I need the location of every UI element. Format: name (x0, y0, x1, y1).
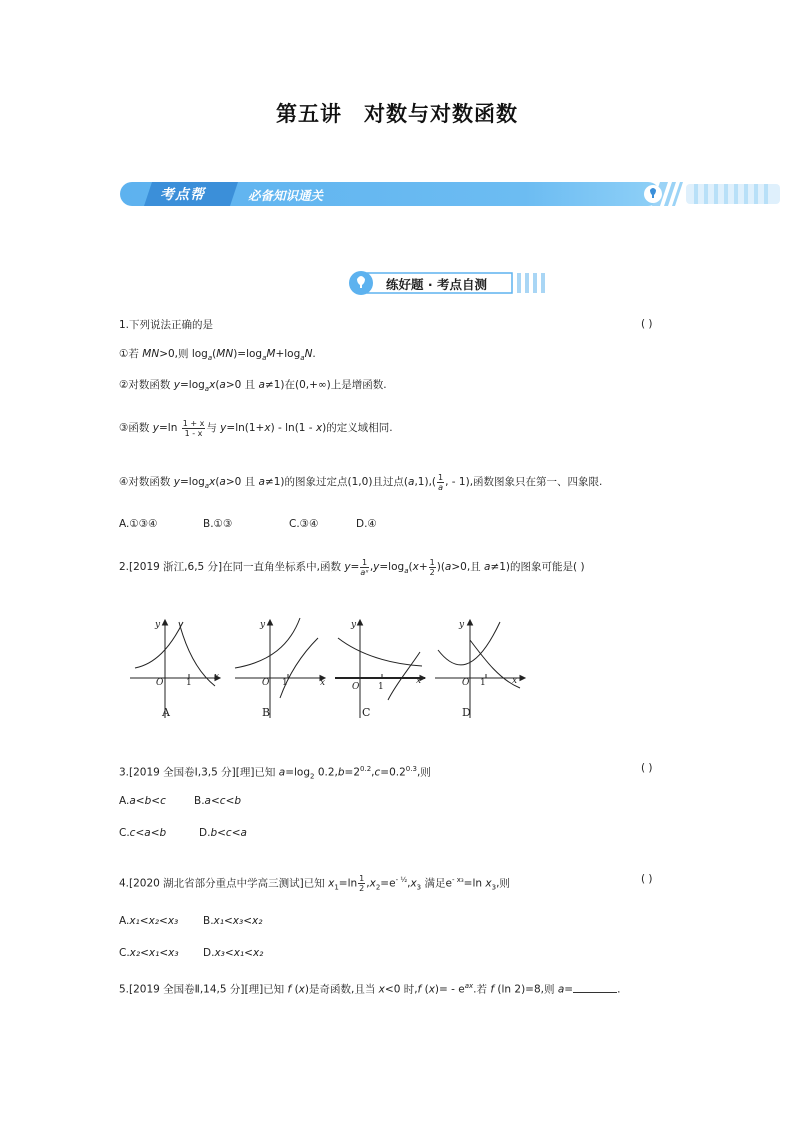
graph-d-y-label: y (459, 620, 465, 630)
graph-c-one: 1 (378, 682, 384, 692)
q3-choice-a[interactable]: A.a<b<c (119, 795, 166, 807)
q1-choice-a[interactable]: A.①③④ (119, 518, 158, 530)
graph-a-one: 1 (186, 678, 192, 688)
q3-choice-b[interactable]: B.a<c<b (194, 795, 242, 807)
q4-answer-paren: ( ) (641, 873, 653, 885)
q1-option-4: ④对数函数 $y=\log_ax(a>0$ 且 a≠1)的图象过定点(1,0)且过点(a,1),( $\frac{1}{a}$ , - 1),函数图象只在第一、四象限. (119, 472, 603, 492)
q5-stem: 5.[2019 全国卷Ⅱ,14,5 分][理]已知 f (x)是奇函数,且当 x<0 时,f $(x)= - e^{ax}$.若 f (ln 2)=8,则 a= . (119, 982, 621, 996)
q2-stem: 2.[2019 浙江,6,5 分]在同一直角坐标系中,函数 y= $\frac{1}{\text{aˣ}}$ $,y=\log_a(x+$ $\frac{1}{2}$ )(a>0,且 a≠1)的图象可能是( ) (119, 557, 585, 577)
graph-d (435, 620, 525, 718)
banner-subtitle: 必备知识通关 (248, 188, 324, 203)
q4-choice-d[interactable]: D.x₃<x₁<x₂ (203, 947, 264, 959)
q4-choice-c[interactable]: C.x₂<x₁<x₃ (119, 947, 179, 959)
graph-a (130, 620, 220, 718)
graph-a-y-label: y (155, 620, 161, 630)
graph-c-y-label: y (351, 620, 357, 630)
page-title: 第五讲 对数与对数函数 (276, 102, 518, 126)
graph-b (235, 618, 325, 718)
q4-choice-b[interactable]: B.x₁<x₃<x₂ (203, 915, 263, 927)
q1-option-3: ③函数 y=ln $\frac{1 + x}{1 - x}$ 与 y=ln(1+x) - ln(1 - x)的定义域相同. (119, 418, 393, 438)
q1-choice-d[interactable]: D.④ (356, 518, 377, 530)
q1-choice-c[interactable]: C.③④ (289, 518, 319, 530)
graph-c-origin: O (352, 682, 360, 692)
graph-d-origin: O (462, 678, 470, 688)
q1-option-2: ②对数函数 $y=\log_ax(a>0$ 且 a≠1)在(0,+∞)上是增函数. (119, 379, 387, 394)
answer-blank[interactable] (573, 982, 617, 993)
graph-c-x-label: x (416, 676, 422, 686)
q3-answer-paren: ( ) (641, 762, 653, 774)
graph-b-origin: O (262, 678, 270, 688)
graph-a-origin: O (156, 678, 164, 688)
q1-choice-b[interactable]: B.①③ (203, 518, 233, 530)
graph-a-label: A (162, 706, 170, 719)
q1-answer-paren: ( ) (641, 318, 653, 330)
graph-c (335, 620, 425, 718)
graph-d-x-label: x (512, 676, 518, 686)
graph-b-y-label: y (260, 620, 266, 630)
fraction: $\frac{1 + x}{1 - x}$ (182, 418, 205, 438)
fraction: $\frac{1}{a}$ (438, 472, 444, 492)
q4-stem: 4.[2020 湖北省部分重点中学高三测试]已知 $x_1=\ln$ $\frac{1}{2}$ $,x_2=e^{- \frac{1}{2}},x_3$ 满足$e^{- x_3}=\ln$ $x_3$,则 (119, 874, 510, 893)
q2-graphs (125, 600, 535, 725)
graph-d-label: D (462, 706, 471, 719)
graph-b-x-label: x (320, 678, 326, 688)
graph-b-label: B (262, 706, 271, 719)
q4-choice-a[interactable]: A.x₁<x₂<x₃ (119, 915, 179, 927)
section-banner (120, 180, 780, 208)
q3-choice-d[interactable]: D.b<c<a (199, 827, 247, 839)
graph-d-one: 1 (480, 678, 486, 688)
graph-b-one: 1 (282, 678, 288, 688)
q3-stem: 3.[2019 全国卷Ⅰ,3,5 分][理]已知 $a=\log_2$ $0.2,b=2^{0.2},c=0.2^{0.3}$,则 (119, 765, 431, 781)
graph-a-x-label: x (214, 672, 220, 682)
banner-label: 考点帮 (160, 187, 205, 203)
q1-option-1: ①若 MN>0,则 $\log_a(MN)=\log_aM+\log_aN$. (119, 348, 316, 363)
practice-banner-label: 练好题 · 考点自测 (386, 277, 487, 292)
q3-choice-c[interactable]: C.c<a<b (119, 827, 167, 839)
graph-c-label: C (362, 706, 371, 719)
q1-stem: 1.下列说法正确的是 (119, 319, 214, 331)
